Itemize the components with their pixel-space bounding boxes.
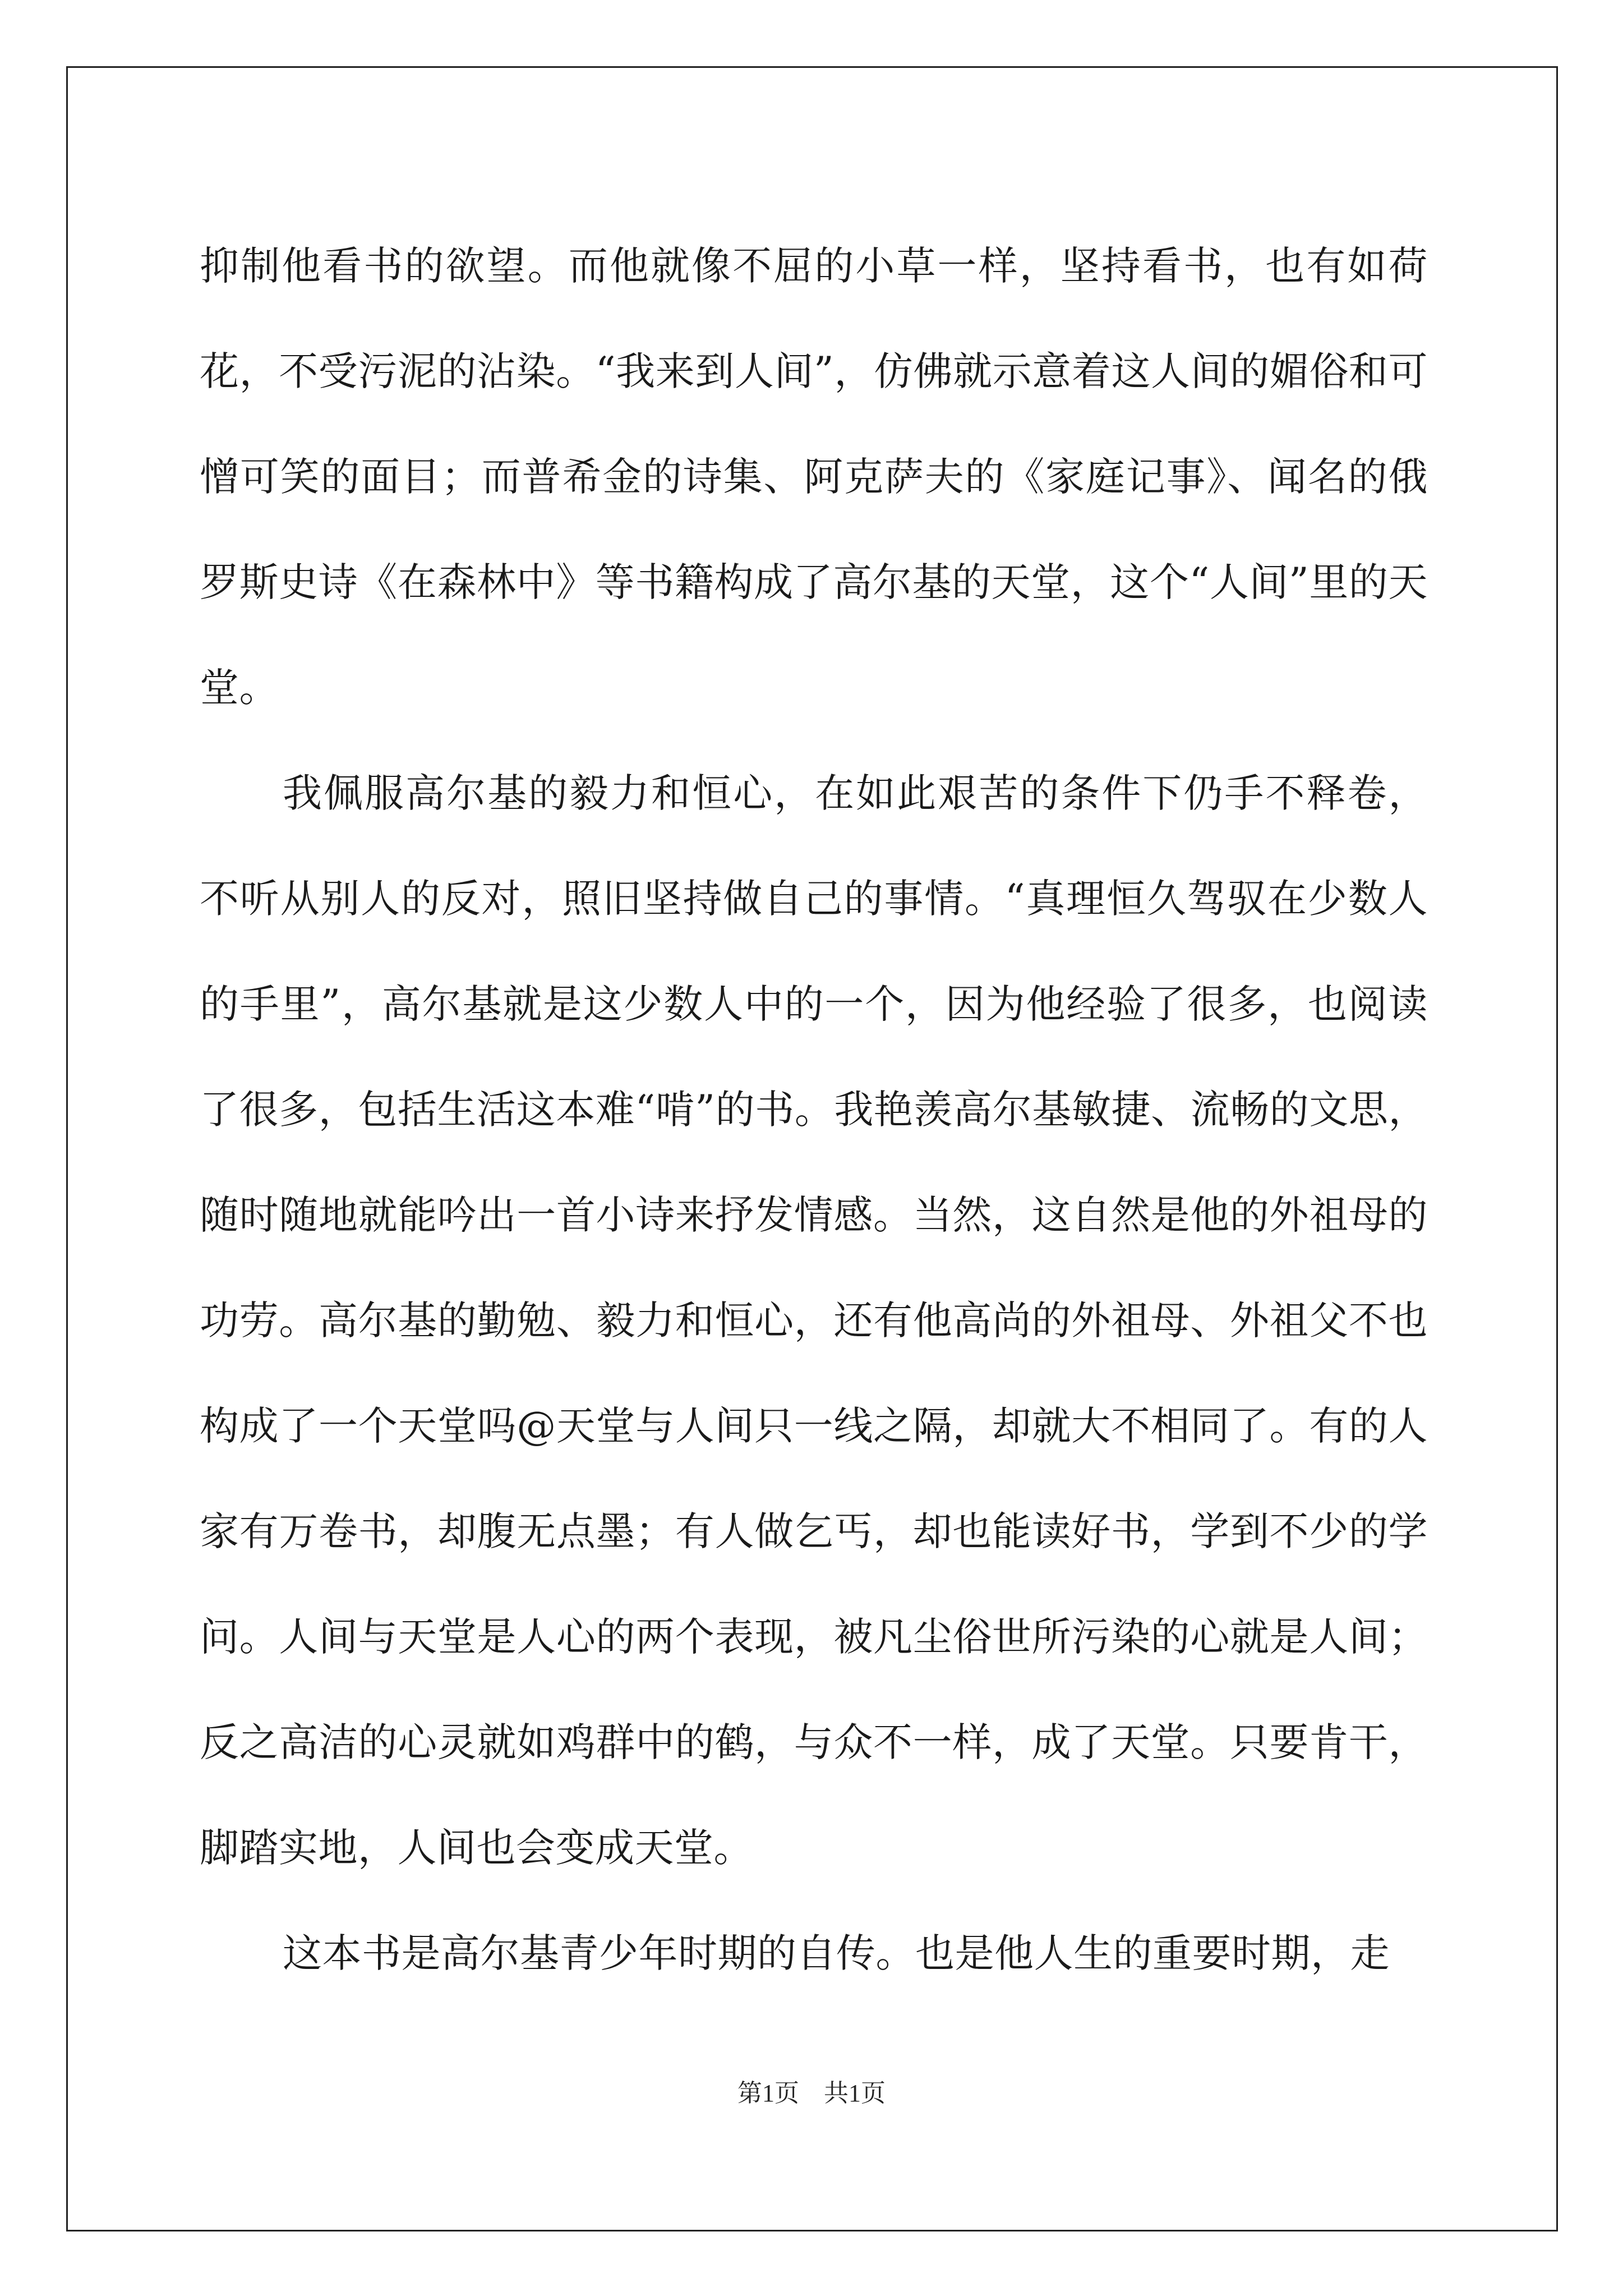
paragraph-closing: 这本书是高尔基青少年时期的自传。也是他人生的重要时期，走 bbox=[283, 1930, 1390, 1976]
document-body bbox=[200, 213, 1428, 2006]
paragraph-continued: 抑制他看书的欲望。而他就像不屈的小草一样，坚持看书，也有如荷花，不受污泥的沾染。“我来到人间”，仿佛就示意着这人间的媚俗和可憎可笑的面目；而普希金的诗集、阿克萨夫的《家庭记事》、闻名的俄罗斯史诗《在森林中》等书籍构成了高尔基的天堂，这个“人间”里的天堂。 bbox=[200, 243, 1428, 711]
page-number-footer: 第1页 共1页 bbox=[737, 2079, 886, 2107]
paragraph-admiration: 我佩服高尔基的毅力和恒心，在如此艰苦的条件下仍手不释卷，不听从别人的反对，照旧坚持做自己的事情。“真理恒久驾驭在少数人的手里”，高尔基就是这少数人中的一个，因为他经验了很多，也阅读了很多，包括生活这本难“啃”的书。我艳羡高尔基敏捷、流畅的文思，随时随地就能吟出一首小诗来抒发情感。当然，这自然是他的外祖母的功劳。高尔基的勤勉、毅力和恒心，还有他高尚的外祖母、外祖父不也构成了一个天堂吗@天堂与人间只一线之隔，却就大不相同了。有的人家有万卷书，却腹无点墨；有人做乞丐，却也能读好书，学到不少的学问。人间与天堂是人心的两个表现，被凡尘俗世所污染的心就是人间；反之高洁的心灵就如鸡群中的鹤，与众不一样，成了天堂。只要肯干，脚踏实地，人间也会变成天堂。 bbox=[200, 770, 1428, 1871]
